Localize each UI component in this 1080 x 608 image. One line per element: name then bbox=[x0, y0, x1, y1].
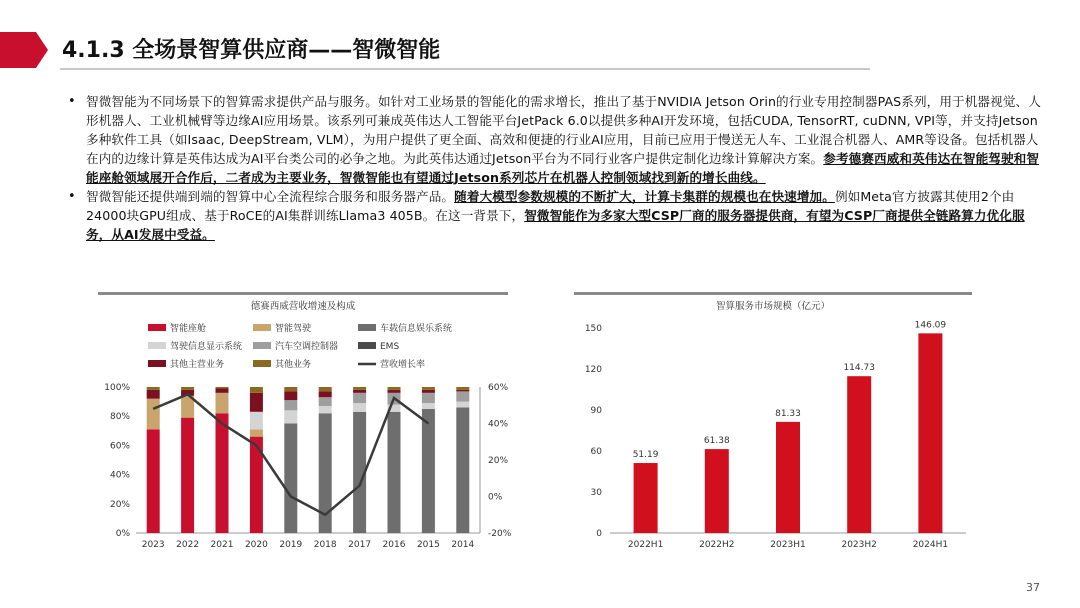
bar-value-label: 51.19 bbox=[632, 450, 659, 461]
bar-segment bbox=[422, 393, 435, 403]
bar-segment bbox=[422, 409, 435, 533]
legend-swatch bbox=[148, 324, 166, 331]
bullet-text: 智微智能为不同场景下的智算需求提供产品与服务。如针对工业场景的智能化的需求增长，推出了基于NVIDIA Jetson Orin的行业专用控制器PAS系列，用于机器视觉、人形机器人、工业机械臂等边缘AI应用场景。该系列可兼成英伟达人工智能平台JetPack 6.0以提供多种AI开发环境，包括CUDA, TensorRT, cuDNN, VPI等，并支持Jetson多种软件工具（如Isaac, DeepStream, VLM），为用户提供了更全面、高效和便捷的行业AI应用，目前已应用于慢送无人车、工业混合机器人、AMR等设备。包括机器人在内的边缘计算是英伟达成为AI平台类公司的必争之地。为此英伟达通过Jetson平台为不同行业客户提供定制化边缘计算解决方案。 bbox=[86, 94, 1041, 166]
bar bbox=[918, 333, 942, 533]
x-tick-label: 2017 bbox=[348, 540, 372, 550]
bar-segment bbox=[216, 393, 229, 413]
legend-label: 驾驶信息显示系统 bbox=[170, 342, 243, 352]
bar-value-label: 146.09 bbox=[914, 320, 947, 331]
bar-segment bbox=[216, 387, 229, 388]
y-right-tick-label: 20% bbox=[488, 456, 509, 466]
x-tick-label: 2018 bbox=[313, 540, 337, 550]
y-tick-label: 150 bbox=[584, 324, 602, 334]
chart-top-rule bbox=[574, 292, 972, 295]
bar-segment bbox=[353, 387, 366, 390]
bar-segment bbox=[422, 387, 435, 390]
x-tick-label: 2020 bbox=[244, 540, 268, 550]
bar-segment bbox=[284, 410, 297, 423]
bar-segment bbox=[456, 391, 469, 401]
title-divider bbox=[60, 68, 870, 70]
bar-segment bbox=[388, 412, 401, 533]
section-marker-icon bbox=[0, 32, 48, 68]
bar-segment bbox=[319, 406, 332, 413]
legend-label: 智能座舱 bbox=[170, 324, 207, 334]
legend-swatch bbox=[253, 360, 271, 367]
bar-segment bbox=[388, 390, 401, 393]
bar-segment bbox=[250, 412, 263, 430]
y-tick-label: 120 bbox=[584, 365, 602, 375]
left-chart-svg bbox=[98, 292, 512, 558]
bar-segment bbox=[353, 393, 366, 403]
x-tick-label: 2014 bbox=[451, 540, 475, 550]
bar-segment bbox=[250, 393, 263, 412]
y-left-tick-label: 20% bbox=[109, 499, 130, 510]
legend-swatch bbox=[358, 342, 376, 349]
bar-segment bbox=[456, 407, 469, 533]
chart-title: 德赛西威营收增速及构成 bbox=[250, 301, 356, 312]
bar-segment bbox=[456, 402, 469, 408]
legend-label: 营收增长率 bbox=[380, 360, 426, 370]
bullet-text: 例如Meta官方披露其使用2个由24000块GPU组成、基于RoCE的AI集群训练Llama3 405B。在这一背景下， bbox=[86, 189, 1015, 223]
bar-value-label: 81.33 bbox=[775, 408, 801, 419]
y-right-tick-label: -20% bbox=[488, 529, 512, 539]
bar-segment bbox=[284, 391, 297, 400]
bar-segment bbox=[147, 387, 160, 390]
x-tick-label: 2023 bbox=[141, 540, 165, 550]
right-chart-svg bbox=[574, 292, 972, 558]
bar-segment bbox=[319, 387, 332, 391]
bar-segment bbox=[147, 399, 160, 430]
legend-swatch bbox=[358, 324, 376, 331]
bar-segment bbox=[422, 403, 435, 409]
bar-segment bbox=[284, 387, 297, 391]
y-tick-label: 60 bbox=[590, 447, 602, 457]
legend-label: 车载信息娱乐系统 bbox=[380, 324, 453, 334]
bar-value-label: 61.38 bbox=[703, 436, 730, 447]
bar-segment bbox=[456, 390, 469, 391]
bullet-text: 智微智能还提供端到端的智算中心全流程综合服务和服务器产品。 bbox=[86, 189, 455, 204]
bar bbox=[634, 463, 658, 533]
x-tick-label: 2022H2 bbox=[699, 540, 735, 550]
bar-segment bbox=[319, 391, 332, 397]
x-tick-label: 2022 bbox=[176, 540, 200, 550]
y-tick-label: 30 bbox=[590, 488, 602, 498]
legend-label: 其他业务 bbox=[275, 360, 312, 370]
bar-segment bbox=[319, 397, 332, 406]
x-tick-label: 2019 bbox=[279, 540, 303, 550]
legend-swatch bbox=[148, 342, 166, 349]
legend-label: 智能驾驶 bbox=[275, 324, 312, 334]
bullet-item bbox=[66, 92, 1041, 187]
y-right-tick-label: 40% bbox=[488, 419, 509, 430]
bar-segment bbox=[422, 390, 435, 393]
chart-top-rule bbox=[98, 292, 508, 295]
bullet-emphasis: 智微智能作为多家大型CSP厂商的服务器提供商，有望为CSP厂商提供全链路算力优化服务，从AI发展中受益。 bbox=[86, 208, 1025, 242]
y-left-tick-label: 60% bbox=[109, 441, 130, 452]
page-title: 4.1.3 全场景智算供应商——智微智能 bbox=[62, 38, 441, 63]
bar-segment bbox=[353, 390, 366, 393]
left-chart bbox=[98, 292, 512, 558]
y-tick-label: 0 bbox=[596, 529, 602, 539]
x-tick-label: 2023H2 bbox=[841, 540, 877, 550]
x-tick-label: 2021 bbox=[210, 540, 234, 550]
bullet-list bbox=[66, 92, 1041, 244]
bar-segment bbox=[284, 424, 297, 534]
bar-segment bbox=[181, 418, 194, 533]
x-tick-label: 2024H1 bbox=[912, 540, 949, 550]
bar-segment bbox=[388, 387, 401, 390]
bullet-item bbox=[66, 187, 1041, 244]
legend-swatch bbox=[253, 324, 271, 331]
bar-segment bbox=[250, 429, 263, 436]
bar-value-label: 114.73 bbox=[843, 363, 875, 374]
x-tick-label: 2023H1 bbox=[770, 540, 806, 550]
y-left-tick-label: 100% bbox=[104, 383, 130, 393]
legend-swatch bbox=[148, 360, 166, 367]
bar-segment bbox=[147, 429, 160, 533]
y-right-tick-label: 0% bbox=[488, 492, 503, 503]
legend-label: EMS bbox=[380, 342, 400, 352]
chart-title: 智算服务市场规模（亿元） bbox=[715, 301, 831, 312]
bar-segment bbox=[353, 403, 366, 412]
y-left-tick-label: 80% bbox=[109, 412, 130, 423]
legend-label: 汽车空调控制器 bbox=[275, 342, 339, 352]
legend-swatch bbox=[253, 342, 271, 349]
bar-segment bbox=[147, 390, 160, 399]
bullet-emphasis: 随着大模型参数规模的不断扩大，计算卡集群的规模也在快速增加。 bbox=[454, 189, 835, 204]
x-tick-label: 2022H1 bbox=[627, 540, 664, 550]
bar-segment bbox=[216, 388, 229, 392]
x-tick-label: 2016 bbox=[382, 540, 406, 550]
bar bbox=[847, 376, 871, 533]
y-left-tick-label: 40% bbox=[109, 470, 130, 481]
bar bbox=[776, 422, 800, 533]
bar-segment bbox=[284, 400, 297, 410]
bar-segment bbox=[216, 413, 229, 533]
y-tick-label: 90 bbox=[590, 406, 602, 416]
bar-segment bbox=[456, 387, 469, 390]
page-number: 37 bbox=[1026, 581, 1040, 594]
bullet-emphasis: 参考德赛西威和英伟达在智能驾驶和智能座舱领域展开合作后，二者成为主要业务，智微智能也有望通过Jetson系列芯片在机器人控制领域找到新的增长曲线。 bbox=[86, 151, 1040, 185]
y-right-tick-label: 60% bbox=[488, 383, 509, 393]
right-chart bbox=[574, 292, 972, 558]
y-left-tick-label: 0% bbox=[115, 529, 130, 539]
bar-segment bbox=[181, 387, 194, 390]
x-tick-label: 2015 bbox=[416, 540, 440, 550]
bar bbox=[705, 449, 729, 533]
bar-segment bbox=[250, 387, 263, 393]
legend-label: 其他主营业务 bbox=[170, 360, 225, 370]
